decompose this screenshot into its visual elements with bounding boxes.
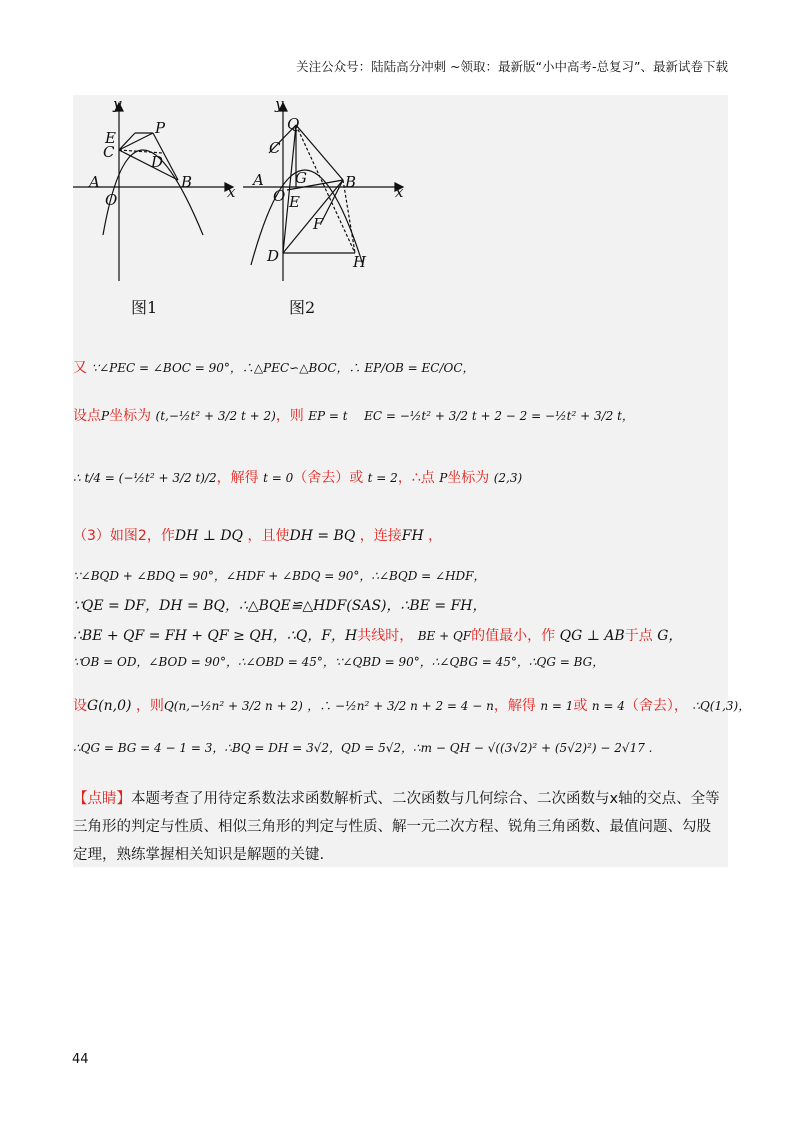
svg-text:O: O: [105, 191, 118, 209]
svg-text:x: x: [395, 183, 404, 201]
svg-text:D: D: [151, 153, 164, 171]
solution-line-1: 又 ∵∠PEC = ∠BOC = 90°，∴△PEC∽△BOC，∴ EP/OB = EC/OC，: [73, 360, 475, 376]
comment-text: 本题考查了用待定系数法求函数解析式、二次函数与几何综合、二次函数与x轴的交点、全等三角形的判定与性质、相似三角形的判定与性质、解一元二次方程、锐角三角函数、最值问题、勾股定理，熟练掌握相关知识是解题的关键.: [73, 791, 720, 863]
solution-line-4: （3）如图2，作DH ⊥ DQ ，且使DH = BQ ，连接FH ，: [73, 528, 443, 544]
solution-line-7: ∴BE + QF = FH + QF ≥ QH，∴Q，F，H共线时， BE + QF的值最小，作 QG ⊥ AB于点 G，: [73, 628, 683, 644]
figure-1: [73, 103, 233, 281]
solution-line-8: ∵OB = OD，∠BOD = 90°，∴∠OBD = 45°，∵∠QBD = 90°，∴∠QBG = 45°，∴QG = BG，: [73, 655, 605, 669]
solution-line-2: 设点P坐标为 (t,−½t² + 3/2 t + 2)，则 EP = t EC = −½t² + 3/2 t + 2 − 2 = −½t² + 3/2 t，: [73, 408, 634, 424]
comment-paragraph: [73, 785, 723, 869]
solution-panel: [73, 95, 751, 867]
page-number: 44: [72, 1052, 89, 1067]
figure-1-caption: 图1: [131, 298, 158, 317]
comment-tag: 【点睛】: [73, 791, 131, 807]
svg-text:y: y: [113, 95, 122, 113]
svg-text:P: P: [155, 119, 166, 137]
svg-text:A: A: [89, 173, 100, 191]
figures-diagram: [73, 95, 433, 325]
solution-line-9: 设G(n,0) ，则Q(n,−½n² + 3/2 n + 2) ，∴ −½n² + 3/2 n + 2 = 4 − n，解得 n = 1或 n = 4（舍去）， ∴Q(1,3)，: [73, 698, 751, 714]
svg-text:B: B: [345, 173, 357, 191]
svg-text:C: C: [269, 139, 281, 157]
svg-text:E: E: [289, 193, 300, 211]
solution-line-6: ∵QE = DF，DH = BQ，∴△BQE≌△HDF(SAS)，∴BE = FH，: [73, 598, 487, 614]
solution-line-10: ∴QG = BG = 4 − 1 = 3，∴BQ = DH = 3√2，QD = 5√2，∴m − QH − √((3√2)² + (5√2)²) − 2√17 .: [73, 741, 653, 755]
svg-text:G: G: [295, 169, 307, 187]
svg-text:B: B: [181, 173, 193, 191]
solution-line-5: ∵∠BQD + ∠BDQ = 90°，∠HDF + ∠BDQ = 90°，∴∠BQD = ∠HDF，: [73, 569, 486, 583]
svg-text:F: F: [313, 215, 324, 233]
svg-text:x: x: [227, 183, 236, 201]
svg-text:A: A: [253, 171, 264, 189]
svg-text:Q: Q: [287, 115, 300, 133]
solution-line-3: ∴ t/4 = (−½t² + 3/2 t)/2，解得 t = 0（舍去）或 t = 2，∴点 P坐标为 (2,3): [73, 470, 523, 486]
svg-text:H: H: [353, 253, 367, 271]
page-header: 关注公众号：陆陆高分冲刺 ~领取：最新版“小中高考-总复习”、最新试卷下载: [296, 59, 728, 74]
svg-text:C: C: [103, 143, 115, 161]
svg-text:E: E: [105, 129, 116, 147]
svg-text:D: D: [267, 247, 280, 265]
figure-2-caption: 图2: [289, 298, 316, 317]
svg-text:O: O: [273, 187, 286, 205]
svg-text:y: y: [275, 95, 284, 113]
